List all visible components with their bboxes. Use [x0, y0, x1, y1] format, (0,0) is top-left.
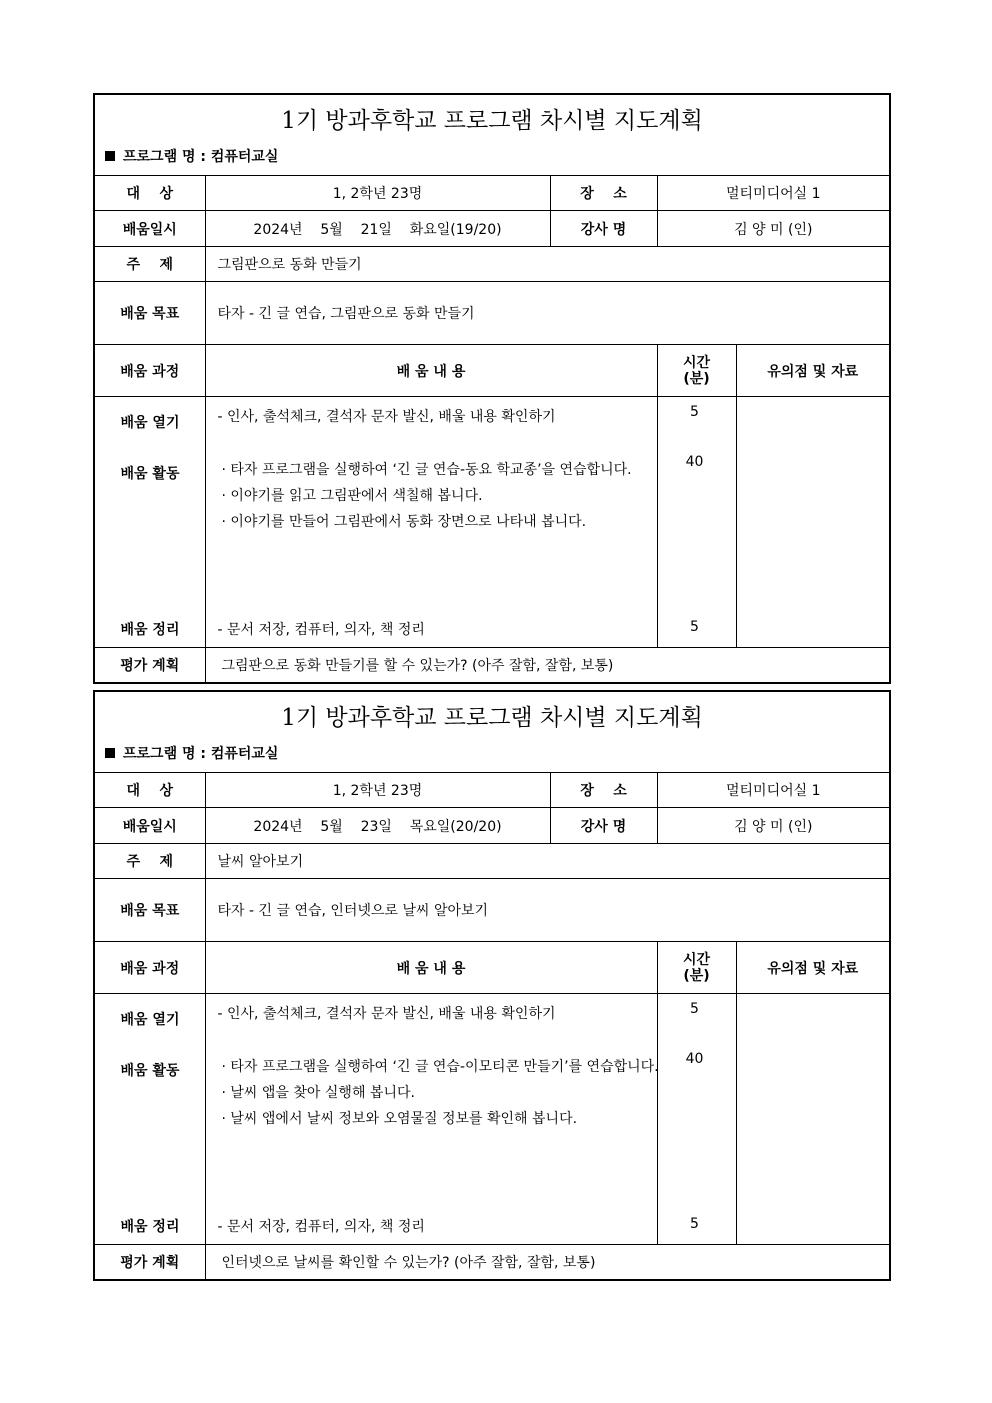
activity-item: · 이야기를 만들어 그림판에서 동화 장면으로 나타내 봅니다.: [221, 514, 587, 530]
close-text: - 문서 저장, 컴퓨터, 의자, 책 정리: [217, 1219, 425, 1235]
stage-column: [94, 397, 205, 648]
square-bullet-icon: [105, 151, 115, 161]
time-open: 5: [690, 404, 699, 420]
goal-value: 타자 - 긴 글 연습, 인터넷으로 날씨 알아보기: [205, 879, 890, 942]
stage-open: 배움 열기: [120, 415, 180, 431]
time-header: [657, 345, 736, 397]
date-label: 배움일시: [94, 808, 205, 844]
content-header: 배 움 내 용: [205, 942, 657, 994]
eval-label: 평가 계획: [94, 1245, 205, 1280]
time-activity: 40: [685, 454, 704, 470]
activity-list: [216, 457, 678, 535]
time-header: [657, 942, 736, 994]
title-cell: [94, 94, 890, 176]
date-value: 2024년 5월 23일 목요일(20/20): [205, 808, 550, 844]
program-name-line: [95, 142, 889, 172]
activity-list: [216, 1054, 678, 1132]
eval-label: 평가 계획: [94, 648, 205, 683]
time-column: [657, 994, 736, 1245]
stage-close: 배움 정리: [120, 1219, 180, 1235]
date-value: 2024년 5월 21일 화요일(19/20): [205, 211, 550, 247]
process-header: 배움 과정: [94, 345, 205, 397]
content-column: [205, 397, 657, 648]
stage-column: [94, 994, 205, 1245]
square-bullet-icon: [105, 748, 115, 758]
target-label: 대 상: [94, 176, 205, 211]
notes-header: 유의점 및 자료: [736, 345, 890, 397]
time-column: [657, 397, 736, 648]
activity-item: · 이야기를 읽고 그림판에서 색칠해 봅니다.: [221, 488, 483, 504]
stage-close: 배움 정리: [120, 622, 180, 638]
time-open: 5: [690, 1001, 699, 1017]
teacher-label: 강사 명: [550, 808, 657, 844]
content-header: 배 움 내 용: [205, 345, 657, 397]
target-value: 1, 2학년 23명: [205, 176, 550, 211]
program-name: 프로그램 명 : 컴퓨터교실: [123, 149, 279, 165]
eval-value: 인터넷으로 날씨를 확인할 수 있는가? (아주 잘함, 잘함, 보통): [205, 1245, 890, 1280]
activity-item: · 날씨 앱을 찾아 실행해 봅니다.: [221, 1085, 415, 1101]
time-header-line-1: 시간: [682, 951, 711, 968]
activity-item: · 날씨 앱에서 날씨 정보와 오염물질 정보를 확인해 봅니다.: [221, 1111, 578, 1127]
activity-item: · 타자 프로그램을 실행하여 ‘긴 글 연습-이모티콘 만들기’를 연습합니다.: [221, 1059, 659, 1075]
lesson-plan-table: [93, 93, 891, 684]
eval-value: 그림판으로 동화 만들기를 할 수 있는가? (아주 잘함, 잘함, 보통): [205, 648, 890, 683]
goal-value: 타자 - 긴 글 연습, 그림판으로 동화 만들기: [205, 282, 890, 345]
teacher-value: 김 양 미 (인): [657, 211, 890, 247]
time-header-line-2: (분): [683, 967, 710, 984]
topic-label: 주 제: [94, 844, 205, 879]
teacher-value: 김 양 미 (인): [657, 808, 890, 844]
stage-activity: 배움 활동: [120, 1063, 180, 1079]
time-activity: 40: [685, 1051, 704, 1067]
place-label: 장 소: [550, 176, 657, 211]
lesson-plan-2: [93, 690, 889, 1281]
open-text: - 인사, 출석체크, 결석자 문자 발신, 배울 내용 확인하기: [217, 409, 556, 425]
time-header-line-1: 시간: [682, 354, 711, 371]
activity-item: · 타자 프로그램을 실행하여 ‘긴 글 연습-동요 학교종’을 연습합니다.: [221, 462, 632, 478]
close-text: - 문서 저장, 컴퓨터, 의자, 책 정리: [217, 622, 425, 638]
content-column: [205, 994, 657, 1245]
place-label: 장 소: [550, 773, 657, 808]
goal-label: 배움 목표: [94, 282, 205, 345]
stage-activity: 배움 활동: [120, 466, 180, 482]
plan-title: 1기 방과후학교 프로그램 차시별 지도계획: [281, 108, 703, 134]
place-value: 멀티미디어실 1: [657, 773, 890, 808]
target-label: 대 상: [94, 773, 205, 808]
goal-label: 배움 목표: [94, 879, 205, 942]
time-close: 5: [690, 1216, 699, 1232]
date-label: 배움일시: [94, 211, 205, 247]
process-header: 배움 과정: [94, 942, 205, 994]
program-name: 프로그램 명 : 컴퓨터교실: [123, 746, 279, 762]
plan-title: 1기 방과후학교 프로그램 차시별 지도계획: [281, 705, 703, 731]
notes-column: [736, 994, 890, 1245]
topic-value: 그림판으로 동화 만들기: [205, 247, 890, 282]
time-close: 5: [690, 619, 699, 635]
lesson-plan-table: [93, 690, 891, 1281]
topic-value: 날씨 알아보기: [205, 844, 890, 879]
lesson-plan-1: [93, 93, 889, 684]
notes-column: [736, 397, 890, 648]
topic-label: 주 제: [94, 247, 205, 282]
time-header-line-2: (분): [683, 370, 710, 387]
notes-header: 유의점 및 자료: [736, 942, 890, 994]
teacher-label: 강사 명: [550, 211, 657, 247]
place-value: 멀티미디어실 1: [657, 176, 890, 211]
target-value: 1, 2학년 23명: [205, 773, 550, 808]
stage-open: 배움 열기: [120, 1012, 180, 1028]
open-text: - 인사, 출석체크, 결석자 문자 발신, 배울 내용 확인하기: [217, 1006, 556, 1022]
title-cell: [94, 691, 890, 773]
program-name-line: [95, 739, 889, 769]
